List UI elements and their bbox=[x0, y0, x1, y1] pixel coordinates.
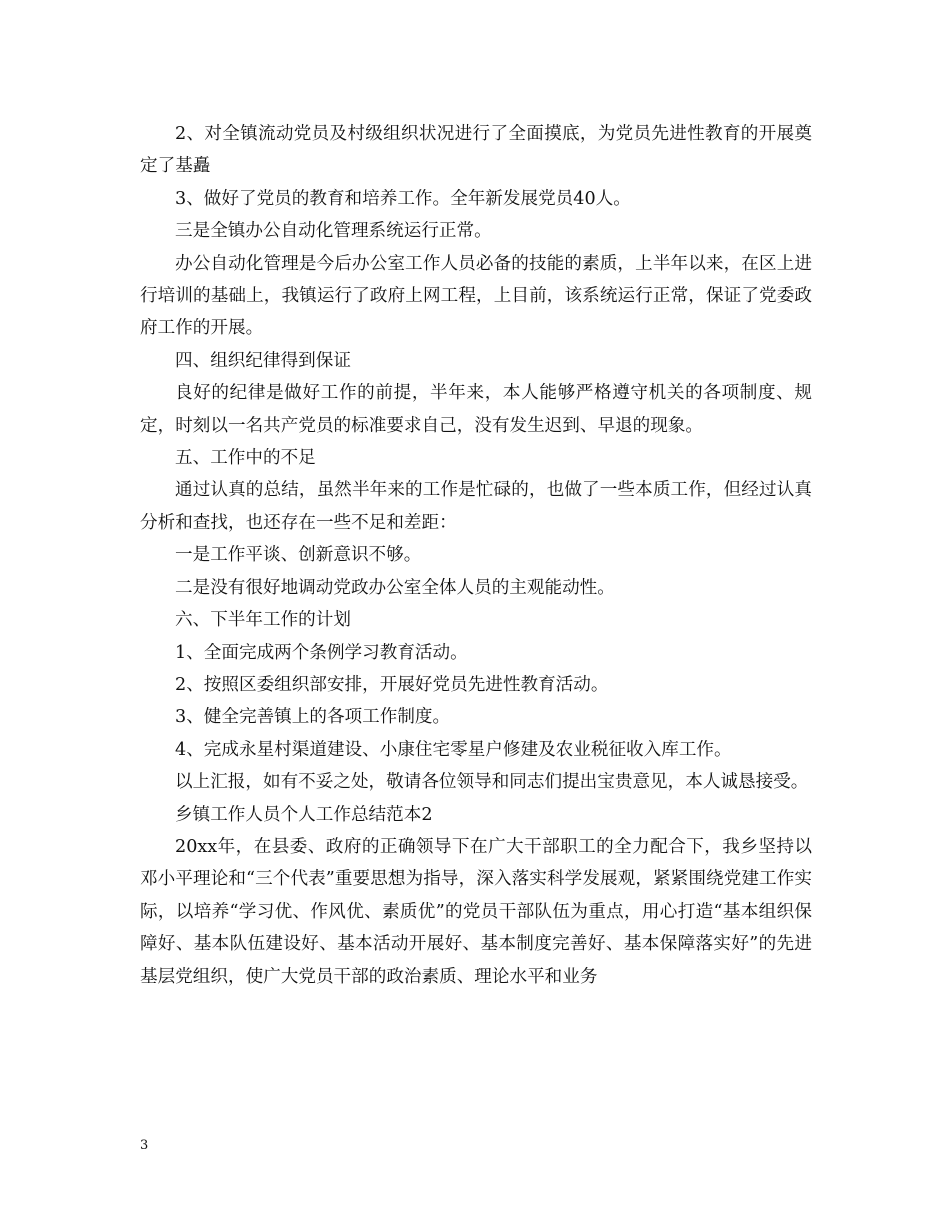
paragraph: 3、做好了党员的教育和培养工作。全年新发展党员40人。 bbox=[175, 188, 631, 209]
list-item: 2、按照区委组织部安排，开展好党员先进性教育活动。 bbox=[175, 674, 609, 695]
paragraph: 一是工作平谈、创新意识不够。 bbox=[175, 545, 422, 566]
paragraph: 以上汇报，如有不妥之处，敬请各位领导和同志们提出宝贵意见，本人诚恳接受。 bbox=[175, 772, 809, 793]
section-heading: 六、下半年工作的计划 bbox=[175, 610, 351, 631]
section-heading: 五、工作中的不足 bbox=[175, 448, 316, 469]
paragraph: 通过认真的总结，虽然半年来的工作是忙碌的，也做了一些本质工作，但经过认真分析和查找，也还存在一些不足和差距： bbox=[140, 480, 812, 533]
list-item: 3、健全完善镇上的各项工作制度。 bbox=[175, 707, 451, 728]
document-body bbox=[140, 118, 812, 993]
list-item: 1、全面完成两个条例学习教育活动。 bbox=[175, 642, 468, 663]
paragraph: 2、对全镇流动党员及村级组织状况进行了全面摸底，为党员先进性教育的开展奠定了基矗 bbox=[140, 124, 812, 177]
document-title: 乡镇工作人员个人工作总结范本2 bbox=[175, 804, 433, 825]
paragraph: 良好的纪律是做好工作的前提，半年来，本人能够严格遵守机关的各项制度、规定，时刻以一名共产党员的标准要求自己，没有发生迟到、早退的现象。 bbox=[140, 383, 812, 436]
page-number: 3 bbox=[140, 1138, 149, 1153]
paragraph: 二是没有很好地调动党政办公室全体人员的主观能动性。 bbox=[175, 577, 615, 598]
section-heading: 四、组织纪律得到保证 bbox=[175, 350, 351, 371]
paragraph: 办公自动化管理是今后办公室工作人员必备的技能的素质，上半年以来，在区上进行培训的基础上，我镇运行了政府上网工程，上目前，该系统运行正常，保证了党委政府工作的开展。 bbox=[140, 253, 812, 339]
section-heading: 三是全镇办公自动化管理系统运行正常。 bbox=[175, 221, 492, 242]
paragraph: 20xx年，在县委、政府的正确领导下在广大干部职工的全力配合下，我乡坚持以邓小平理论和“三个代表”重要思想为指导，深入落实科学发展观，紧紧围绕党建工作实际，以培养“学习优、作风优、素质优”的党员干部队伍为重点，用心打造“基本组织保障好、基本队伍建设好、基本活动开展好、基本制度完善好、基本保障落实好”的先进基层党组织，使广大党员干部的政治素质、理论水平和业务 bbox=[140, 836, 812, 987]
list-item: 4、完成永星村渠道建设、小康住宅零星户修建及农业税征收入库工作。 bbox=[175, 739, 732, 760]
